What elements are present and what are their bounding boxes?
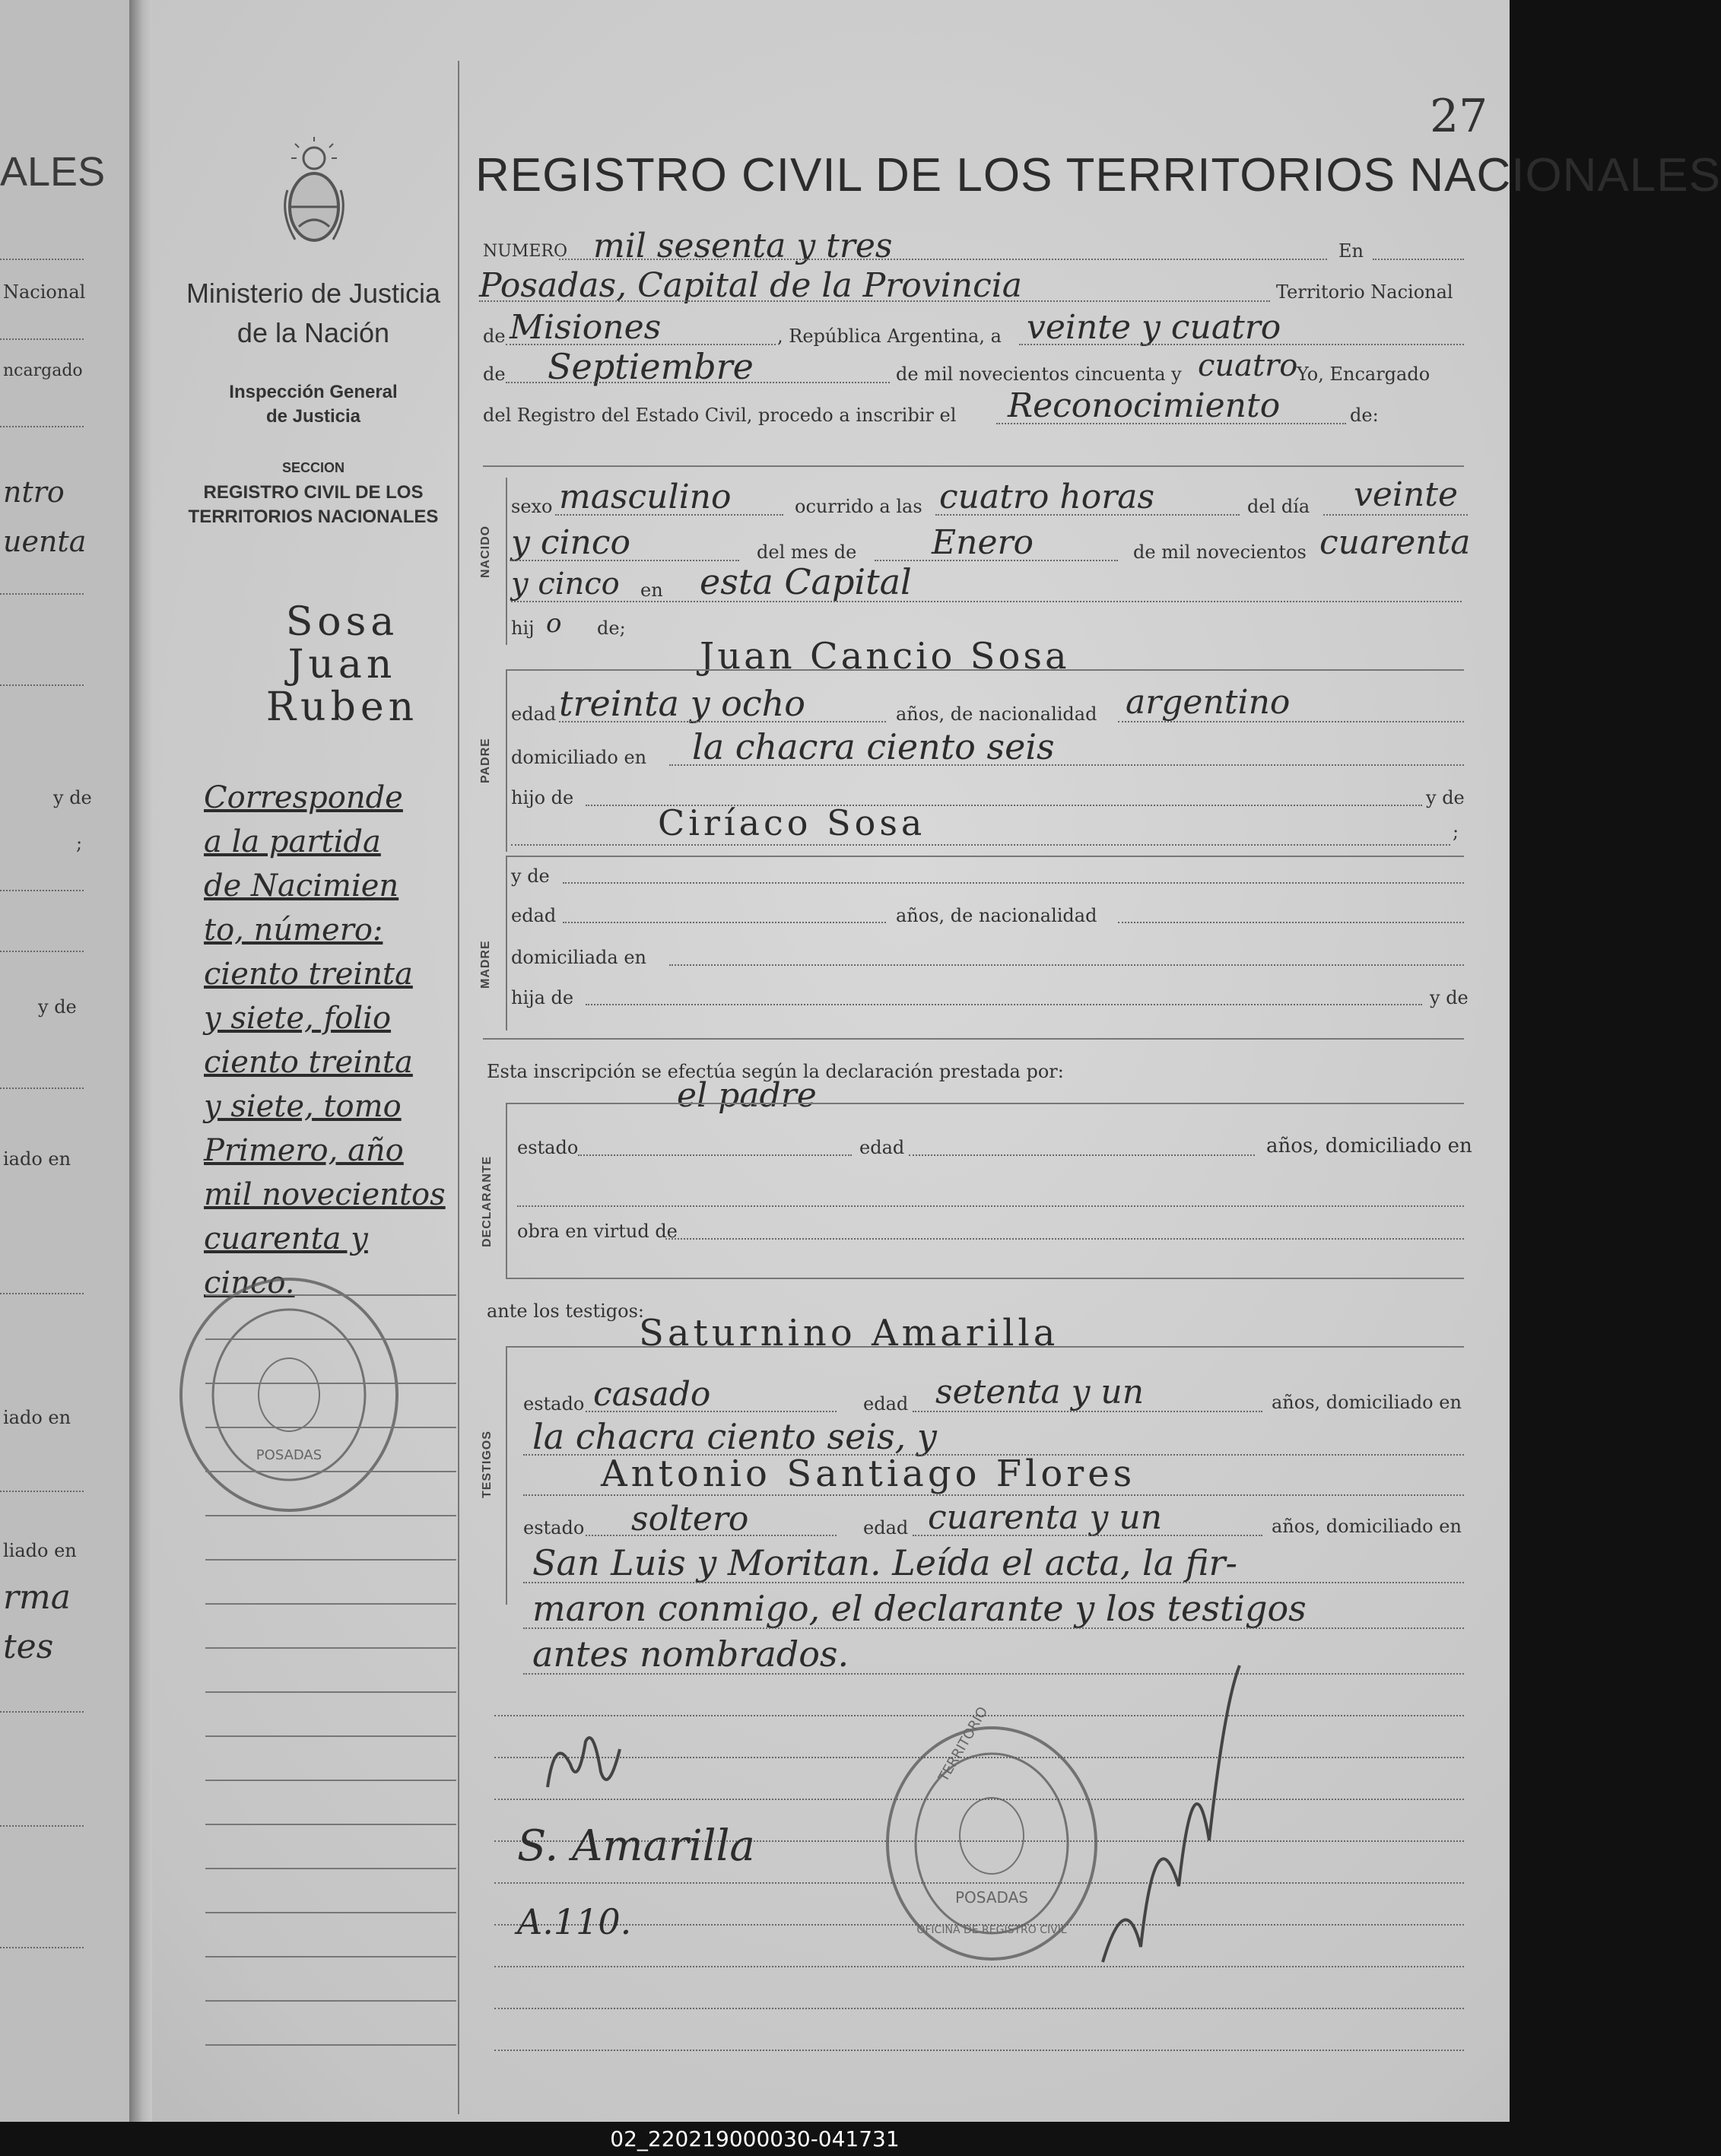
de-label: de [483,325,506,347]
stamp-territorio: TERRITORIO [935,1704,992,1785]
declarante-intro: Esta inscripción se efectúa según la declaración prestada por: [487,1061,1064,1082]
section-line: REGISTRO CIVIL DE LOS [203,482,424,503]
left-fragment: iado en [3,1407,71,1428]
margin-note-line: a la partida [204,824,381,859]
coat-of-arms-icon [280,137,348,251]
month-value-nacido: Enero [932,523,1034,562]
witness-1-estado-label: estado [523,1393,585,1415]
margin-note-line: de Nacimien [204,868,399,903]
signature-scribble [532,1719,631,1802]
stamp-city: POSADAS [256,1447,322,1463]
closing-line: antes nombrados. [532,1634,849,1675]
place-value-nacido: esta Capital [700,561,912,602]
witness-2-name: Antonio Santiago Flores [601,1453,1136,1495]
stamp-posadas: POSADAS [955,1888,1028,1907]
place-value: Posadas, Capital de la Provincia [479,266,1023,305]
left-fragment: rma [3,1578,71,1617]
inspection-heading [169,380,458,429]
closing-line: San Luis y Moritan. Leída el acta, la fir- [532,1542,1238,1583]
numero-label: NUMERO [483,242,567,261]
madre-hija-label: hija de [511,987,574,1008]
left-fragment: liado en [3,1540,77,1561]
del-dia-label: del día [1247,496,1310,517]
year-label: de mil novecientos cincuenta y [896,364,1182,385]
margin-note-line: cuarenta y cinco. [204,1221,368,1300]
hijo-label: hij [511,618,535,639]
declarante-obra-label: obra en virtud de [517,1221,678,1242]
padre-edad-label: edad [511,703,557,725]
madre-edad-label: edad [511,905,557,926]
registro-label: del Registro del Estado Civil, procedo a inscribir el [483,405,957,426]
declarante-bracket [506,1103,507,1278]
day-value-a: veinte [1354,475,1459,514]
left-fragment: y de [38,996,77,1018]
padre-nac-value: argentino [1126,683,1291,722]
closing-text [532,1540,1307,1677]
left-fragment: ncargado [3,361,83,380]
page-title: REGISTRO CIVIL DE LOS TERRITORIOS NACIONALES [475,149,1721,202]
margin-note-line: mil novecientos [204,1177,446,1212]
margin-note-line: y siete, folio [204,1001,392,1036]
signature-official [1095,1658,1247,1977]
declarante-anos-label: años, domiciliado en [1266,1135,1472,1157]
official-stamp [179,1278,398,1512]
padre-parent-value: Ciríaco Sosa [658,802,926,843]
year-value-a: cuarenta [1319,523,1471,562]
padre-hijo-label: hijo de [511,787,574,808]
margin-note [204,776,455,1305]
closing-line: maron conmigo, el declarante y los testigos [532,1588,1307,1629]
left-fragment: Nacional [3,281,86,303]
act-value: Reconocimiento [1008,386,1281,425]
padre-semicolon: ; [1453,821,1459,843]
month-value: Septiembre [548,346,754,387]
declarante-value: el padre [677,1076,817,1115]
padre-nac-label: años, de nacionalidad [896,703,1097,725]
section-heading [169,481,458,529]
madre-dom-label: domiciliada en [511,947,646,968]
padre-y-de: y de [1426,787,1465,808]
testigos-tag: TESTIGOS [481,1430,494,1498]
margin-note-line: Corresponde [204,780,403,815]
republica-label: , República Argentina, a [777,325,1002,347]
hour-value: cuatro horas [939,478,1155,516]
territory-value: Misiones [510,308,662,347]
witness-1-edad-label: edad [863,1393,909,1415]
registrant-name-line: Juan [287,642,397,687]
registrant-name [251,601,433,729]
testigos-bracket [506,1346,507,1605]
margin-note-line: ciento treinta [204,1045,413,1080]
day-value-b: y cinco [511,523,631,562]
inspection-line: Inspección General [229,382,398,402]
en-label: En [1338,240,1364,262]
sexo-value: masculino [559,478,732,516]
witness-2-edad-label: edad [863,1517,909,1538]
year-value-b: y cinco [511,567,620,602]
day-value: veinte y cuatro [1027,308,1281,347]
padre-tag: PADRE [479,738,492,783]
margin-note-line: y siete, tomo [204,1089,402,1124]
margin-note-line: to, número: [204,913,383,948]
hijo-de-label: de; [597,618,626,639]
left-fragment: ; [76,833,83,854]
left-fragment: y de [53,787,92,808]
en-label-nacido: en [640,579,663,601]
padre-dom-value: la chacra ciento seis [692,726,1055,767]
sidebar-divider [458,61,459,2114]
registrant-name-line: Sosa [285,599,399,645]
witness-2-anos-label: años, domiciliado en [1272,1516,1462,1537]
section-line: TERRITORIOS NACIONALES [188,506,439,527]
witness-2-estado-label: estado [523,1517,585,1538]
madre-y-de: y de [511,865,550,887]
madre-tag: MADRE [479,940,492,989]
padre-name-value: Juan Cancio Sosa [700,635,1070,678]
witness-1-name: Saturnino Amarilla [639,1312,1059,1354]
nacido-bracket [506,478,507,645]
registry-stamp [886,1704,1097,1961]
signature-mark: A.110. [517,1901,632,1942]
ministry-line: Ministerio de Justicia [186,278,441,309]
image-caption: 02_220219000030-041731 [0,2122,1510,2156]
declarante-estado-label: estado [517,1137,579,1158]
hijo-suffix: o [546,608,562,639]
witness-2-edad: cuarenta y un [928,1498,1163,1537]
declarante-tag: DECLARANTE [481,1155,494,1247]
inspection-line: de Justicia [265,406,361,427]
year-value: cuatro [1198,348,1298,383]
ocurrido-label: ocurrido a las [795,496,922,517]
left-fragment: ntro [3,475,65,509]
nacido-tag: NACIDO [479,525,492,578]
ministry-heading [169,274,458,353]
book-gutter [129,0,152,2122]
left-facing-page [0,0,132,2122]
yo-label: Yo, Encargado [1297,364,1430,385]
padre-bracket [506,669,507,852]
witness-1-domicilio: la chacra ciento seis, y [532,1416,937,1457]
testigos-intro: ante los testigos: [487,1300,645,1322]
section-label: SECCION [281,460,345,475]
signature-amarilla: S. Amarilla [517,1821,755,1871]
mes-label: del mes de [757,541,857,563]
witness-1-estado: casado [593,1375,711,1414]
sexo-label: sexo [511,496,553,517]
madre-nac-label: años, de nacionalidad [896,905,1097,926]
numero-value: mil sesenta y tres [593,227,893,265]
margin-note-line: ciento treinta [204,957,413,992]
witness-1-anos-label: años, domiciliado en [1272,1392,1462,1413]
left-fragment: tes [3,1627,54,1666]
left-fragment: iado en [3,1148,71,1170]
territorio-label: Territorio Nacional [1276,281,1453,303]
padre-edad-value: treinta y ocho [559,683,805,724]
year-label-nacido: de mil novecientos [1133,541,1307,563]
stamp-oficina: OFICINA DE REGISTRO CIVIL [916,1924,1067,1936]
witness-2-estado: soltero [631,1500,749,1538]
witness-1-edad: setenta y un [935,1373,1145,1411]
madre-y-de-2: y de [1430,987,1469,1008]
registrant-name-line: Ruben [265,684,419,730]
madre-bracket [506,856,507,1030]
margin-note-line: Primero, año [204,1133,404,1168]
padre-dom-label: domiciliado en [511,747,647,768]
de-colon: de: [1350,405,1379,426]
declarante-edad-label: edad [859,1137,905,1158]
page-number: 27 [1430,90,1488,143]
de-label-2: de [483,364,506,385]
left-fragment-title: ALES [0,149,106,195]
left-fragment: uenta [3,525,87,558]
ministry-line: de la Nación [237,317,390,348]
